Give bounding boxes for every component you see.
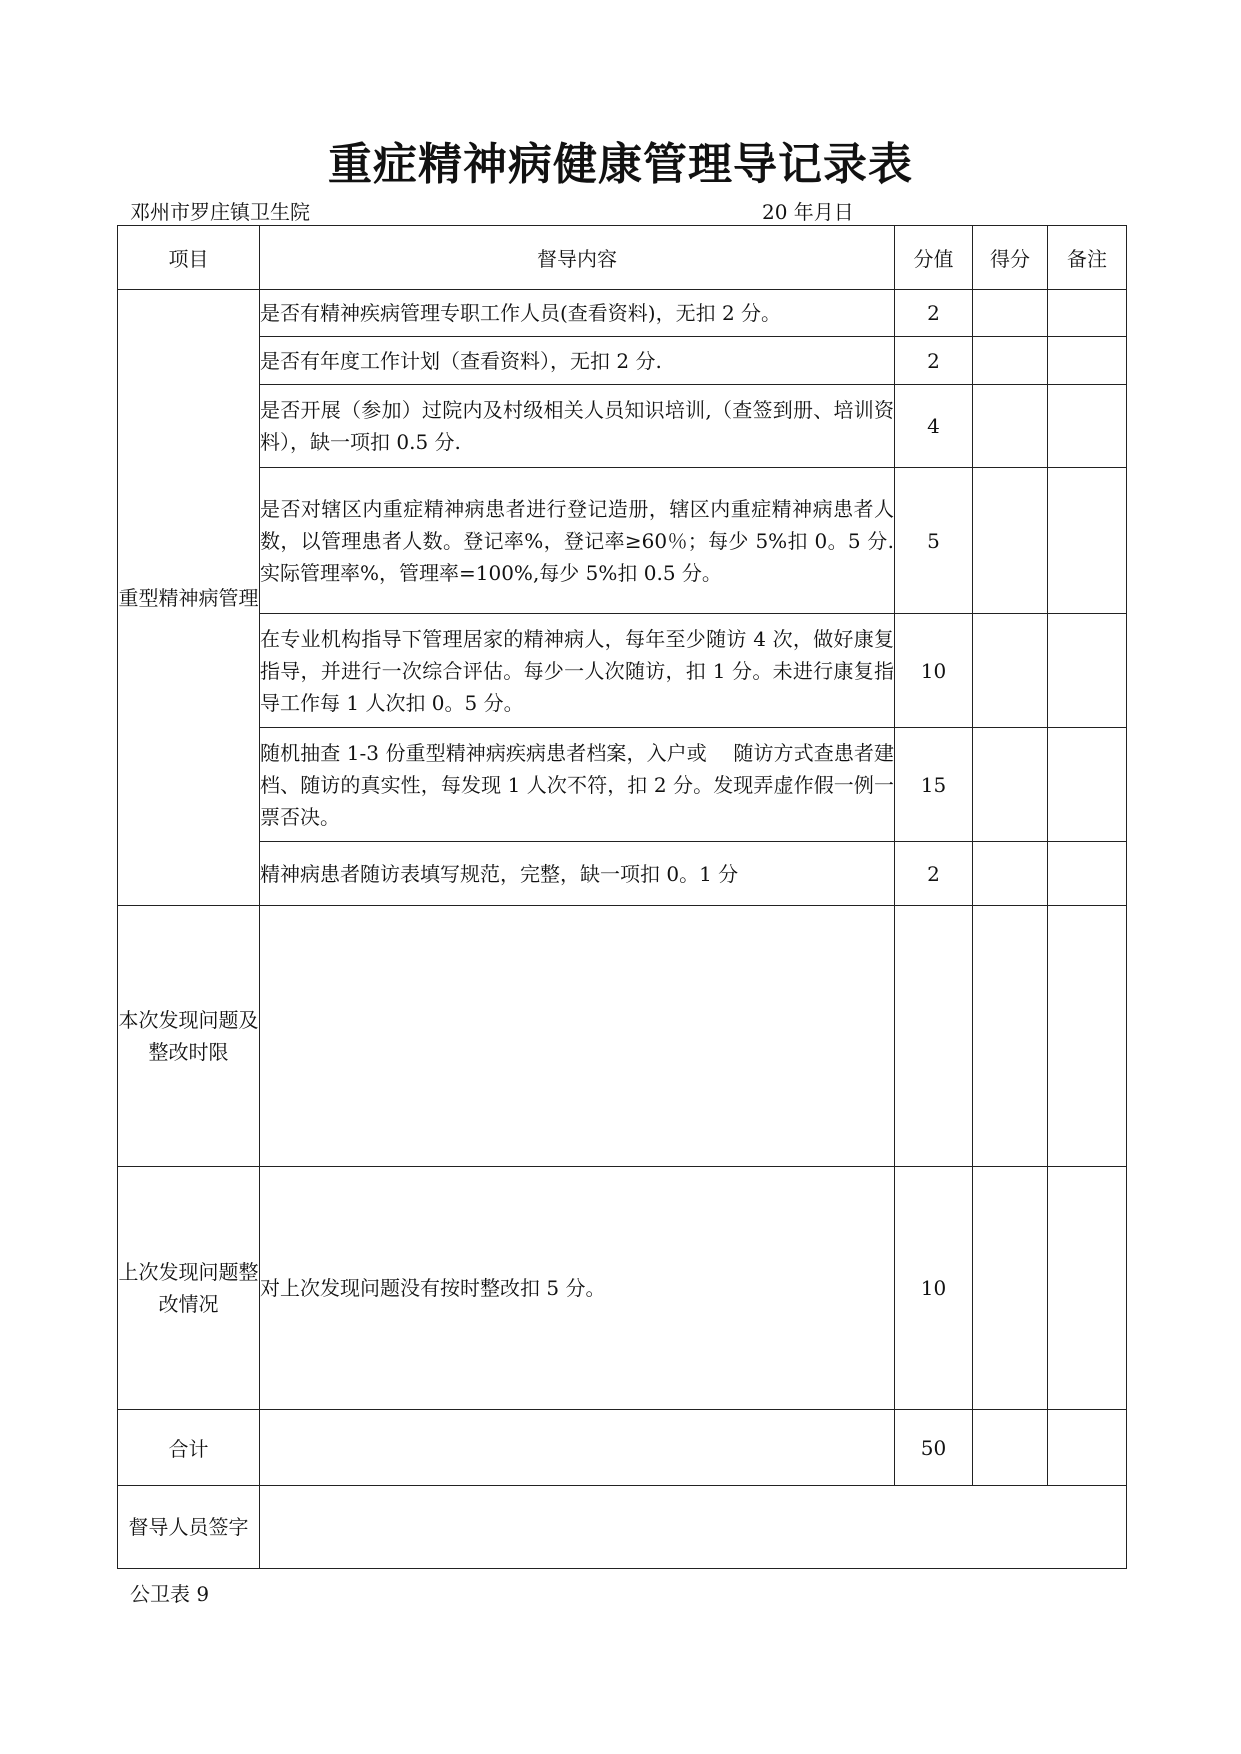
header-item: 项目	[118, 226, 260, 290]
row-score: 15	[895, 728, 973, 842]
row-score: 2	[895, 842, 973, 906]
row-score: 10	[895, 614, 973, 728]
table-row	[118, 842, 1127, 906]
previous-issues-note-cell[interactable]	[1048, 1167, 1127, 1410]
total-content-cell	[260, 1410, 895, 1486]
total-got-cell[interactable]	[973, 1410, 1048, 1486]
row-content: 是否有精神疾病管理专职工作人员(查看资料)，无扣 2 分。	[260, 290, 895, 337]
row-note-cell[interactable]	[1048, 614, 1127, 728]
row-note-cell[interactable]	[1048, 728, 1127, 842]
table-row	[118, 385, 1127, 468]
current-issues-content-cell[interactable]	[260, 906, 895, 1167]
date-label: 20 年月日	[762, 200, 854, 224]
header-got: 得分	[973, 226, 1048, 290]
header-content: 督导内容	[260, 226, 895, 290]
row-got-cell[interactable]	[973, 614, 1048, 728]
row-got-cell[interactable]	[973, 728, 1048, 842]
row-score: 5	[895, 468, 973, 614]
table-row	[118, 290, 1127, 337]
previous-issues-row	[118, 1167, 1127, 1410]
previous-issues-score: 10	[895, 1167, 973, 1410]
row-content: 精神病患者随访表填写规范，完整，缺一项扣 0。1 分	[260, 842, 895, 906]
total-label: 合计	[118, 1410, 260, 1486]
current-issues-row	[118, 906, 1127, 1167]
previous-issues-content: 对上次发现问题没有按时整改扣 5 分。	[260, 1167, 895, 1410]
row-content: 是否有年度工作计划（查看资料），无扣 2 分.	[260, 337, 895, 385]
previous-issues-label: 上次发现问题整改情况	[118, 1167, 260, 1410]
row-got-cell[interactable]	[973, 468, 1048, 614]
row-got-cell[interactable]	[973, 290, 1048, 337]
header-score: 分值	[895, 226, 973, 290]
section-label-mental-illness-management: 重型精神病管理	[118, 290, 260, 906]
supervision-table	[117, 225, 1127, 1569]
row-content: 是否对辖区内重症精神病患者进行登记造册，辖区内重症精神病患者人数，以管理患者人数。登记率%，登记率≥60％；每少 5%扣 0。5 分.实际管理率%，管理率=100%,每少 5%扣 0.5 分。	[260, 468, 895, 614]
row-note-cell[interactable]	[1048, 842, 1127, 906]
row-score: 4	[895, 385, 973, 468]
footer-form-number: 公卫表 9	[130, 1582, 210, 1606]
current-issues-got-cell[interactable]	[973, 906, 1048, 1167]
row-got-cell[interactable]	[973, 842, 1048, 906]
signature-label: 督导人员签字	[118, 1486, 260, 1569]
row-note-cell[interactable]	[1048, 337, 1127, 385]
current-issues-score-cell[interactable]	[895, 906, 973, 1167]
table-row	[118, 614, 1127, 728]
signature-row	[118, 1486, 1127, 1569]
row-note-cell[interactable]	[1048, 290, 1127, 337]
table-row	[118, 337, 1127, 385]
previous-issues-got-cell[interactable]	[973, 1167, 1048, 1410]
current-issues-note-cell[interactable]	[1048, 906, 1127, 1167]
row-got-cell[interactable]	[973, 385, 1048, 468]
row-content: 随机抽查 1-3 份重型精神病疾病患者档案，入户或 随访方式查患者建档、随访的真实性，每发现 1 人次不符，扣 2 分。发现弄虚作假一例一票否决。	[260, 728, 895, 842]
table-row	[118, 468, 1127, 614]
row-score: 2	[895, 337, 973, 385]
row-score: 2	[895, 290, 973, 337]
row-note-cell[interactable]	[1048, 468, 1127, 614]
header-row	[118, 226, 1127, 290]
current-issues-label: 本次发现问题及整改时限	[118, 906, 260, 1167]
page-title: 重症精神病健康管理导记录表	[328, 139, 913, 190]
row-got-cell[interactable]	[973, 337, 1048, 385]
row-note-cell[interactable]	[1048, 385, 1127, 468]
signature-field[interactable]	[260, 1486, 1127, 1569]
header-note: 备注	[1048, 226, 1127, 290]
organization-name: 邓州市罗庄镇卫生院	[130, 200, 310, 224]
total-score: 50	[895, 1410, 973, 1486]
table-row	[118, 728, 1127, 842]
row-content: 在专业机构指导下管理居家的精神病人，每年至少随访 4 次，做好康复指导，并进行一次综合评估。每少一人次随访，扣 1 分。未进行康复指导工作每 1 人次扣 0。5 分。	[260, 614, 895, 728]
row-content: 是否开展（参加）过院内及村级相关人员知识培训,（查签到册、培训资料），缺一项扣 0.5 分.	[260, 385, 895, 468]
total-note-cell[interactable]	[1048, 1410, 1127, 1486]
total-row	[118, 1410, 1127, 1486]
